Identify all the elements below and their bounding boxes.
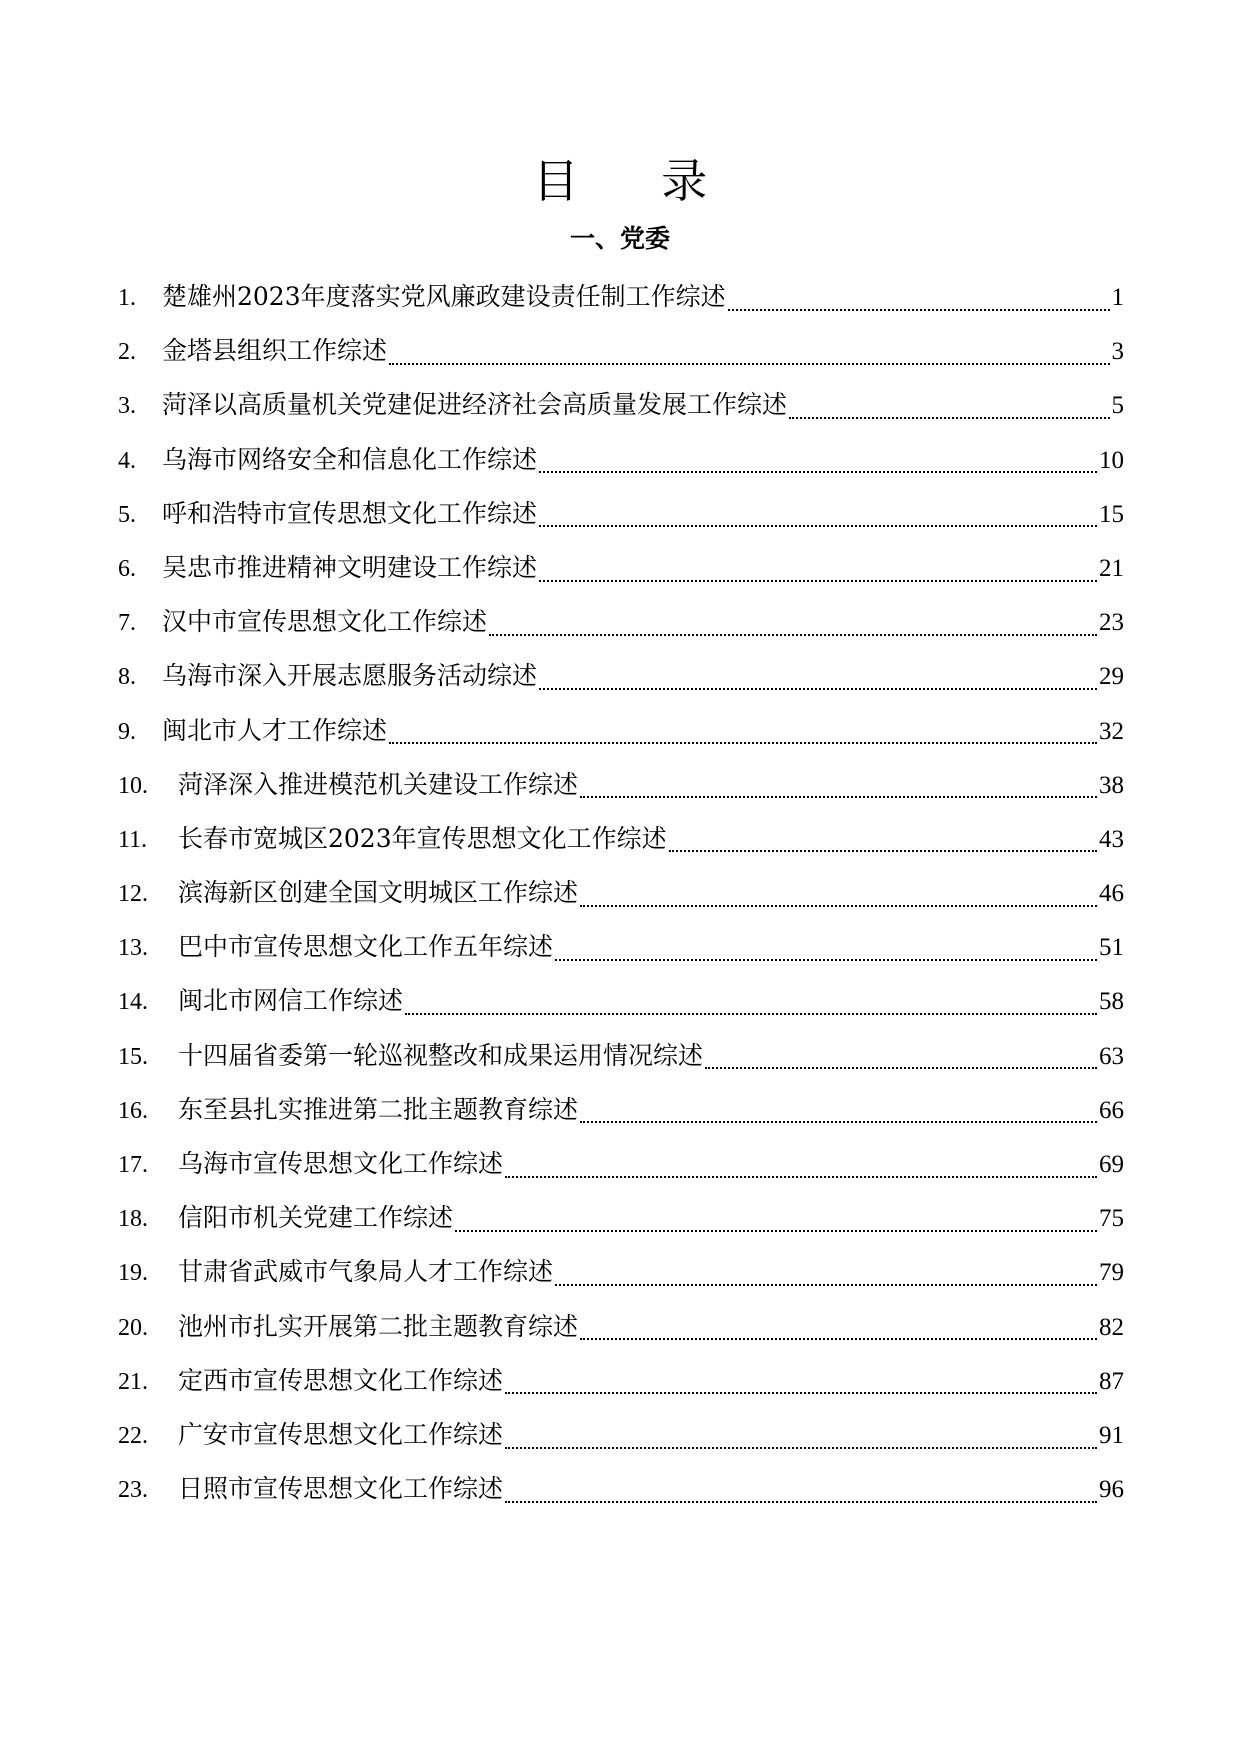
toc-entry-title: 信阳市机关党建工作综述 — [178, 1203, 454, 1233]
toc-entry-page: 1 — [1111, 284, 1124, 311]
toc-dot-leader — [489, 633, 1097, 636]
toc-entry-title: 乌海市网络安全和信息化工作综述 — [162, 444, 538, 474]
toc-dot-leader — [580, 904, 1097, 907]
toc-entry[interactable] — [118, 649, 1124, 703]
toc-entry-number: 5. — [118, 501, 136, 528]
toc-entry-page: 43 — [1099, 825, 1124, 853]
toc-entry-page: 46 — [1099, 880, 1124, 908]
table-of-contents — [118, 270, 1124, 1516]
toc-entry-page: 38 — [1099, 771, 1124, 799]
toc-dot-leader — [389, 741, 1097, 744]
toc-entry-title: 池州市扎实开展第二批主题教育综述 — [178, 1311, 579, 1341]
toc-entry-title: 十四届省委第一轮巡视整改和成果运用情况综述 — [178, 1040, 704, 1070]
toc-entry-title: 巴中市宣传思想文化工作五年综述 — [178, 932, 554, 962]
toc-dot-leader — [555, 1283, 1097, 1286]
toc-entry-number: 1. — [118, 285, 136, 311]
toc-entry[interactable] — [118, 704, 1124, 758]
toc-entry[interactable] — [118, 866, 1124, 920]
toc-entry-number: 3. — [118, 393, 136, 420]
toc-entry-number: 19. — [118, 1260, 148, 1287]
toc-entry[interactable] — [118, 1191, 1124, 1245]
toc-entry-title: 菏泽以高质量机关党建促进经济社会高质量发展工作综述 — [162, 390, 788, 420]
toc-dot-leader — [505, 1446, 1097, 1449]
toc-entry-page: 87 — [1099, 1367, 1124, 1395]
toc-entry[interactable] — [118, 1462, 1124, 1516]
toc-entry-page: 5 — [1111, 392, 1124, 420]
toc-dot-leader — [505, 1175, 1097, 1178]
toc-entry-page: 66 — [1099, 1096, 1124, 1124]
toc-entry-title: 闽北市人才工作综述 — [162, 715, 388, 745]
toc-dot-leader — [405, 1012, 1097, 1015]
toc-entry-number: 6. — [118, 555, 136, 582]
toc-dot-leader — [705, 1066, 1097, 1069]
toc-entry[interactable] — [118, 1245, 1124, 1299]
toc-entry-page: 32 — [1099, 717, 1124, 745]
toc-entry[interactable] — [118, 270, 1124, 324]
toc-entry-number: 12. — [118, 881, 148, 908]
toc-entry[interactable] — [118, 1137, 1124, 1191]
toc-entry-page: 3 — [1111, 338, 1124, 366]
toc-entry[interactable] — [118, 1300, 1124, 1354]
toc-entry[interactable] — [118, 324, 1124, 378]
toc-dot-leader — [505, 1500, 1097, 1503]
toc-entry-number: 21. — [118, 1368, 148, 1395]
toc-dot-leader — [580, 1120, 1097, 1123]
toc-entry[interactable] — [118, 595, 1124, 649]
toc-entry-page: 75 — [1099, 1205, 1124, 1233]
toc-entry-title: 日照市宣传思想文化工作综述 — [178, 1474, 504, 1504]
toc-dot-leader — [505, 1391, 1097, 1394]
toc-entry[interactable] — [118, 1029, 1124, 1083]
toc-entry-page: 23 — [1099, 609, 1124, 637]
toc-entry-page: 58 — [1099, 988, 1124, 1016]
toc-entry[interactable] — [118, 433, 1124, 487]
toc-entry-number: 7. — [118, 610, 136, 637]
toc-entry-title: 滨海新区创建全国文明城区工作综述 — [178, 878, 579, 908]
toc-entry-title: 乌海市深入开展志愿服务活动综述 — [162, 661, 538, 691]
toc-entry[interactable] — [118, 812, 1124, 866]
toc-entry-title: 长春市宽城区2023年宣传思想文化工作综述 — [178, 823, 667, 853]
toc-entry[interactable] — [118, 487, 1124, 541]
toc-entry-title: 金塔县组织工作综述 — [162, 336, 388, 366]
section-heading: 一、党委 — [569, 224, 670, 253]
toc-entry-title: 吴忠市推进精神文明建设工作综述 — [162, 552, 538, 582]
toc-entry-title: 楚雄州2023年度落实党风廉政建设责任制工作综述 — [162, 282, 726, 311]
toc-entry-number: 2. — [118, 339, 136, 366]
toc-entry-page: 15 — [1099, 500, 1124, 528]
toc-entry[interactable] — [118, 974, 1124, 1028]
toc-dot-leader — [555, 958, 1097, 961]
toc-entry-page: 82 — [1099, 1313, 1124, 1341]
toc-entry-page: 10 — [1099, 446, 1124, 474]
toc-entry-page: 51 — [1099, 934, 1124, 962]
toc-entry-number: 13. — [118, 935, 148, 962]
toc-dot-leader — [669, 849, 1097, 852]
toc-entry-number: 10. — [118, 772, 148, 799]
toc-entry[interactable] — [118, 1408, 1124, 1462]
page-title: 目 录 — [532, 153, 742, 208]
toc-entry-number: 16. — [118, 1097, 148, 1124]
toc-entry-number: 14. — [118, 989, 148, 1016]
toc-entry-title: 菏泽深入推进模范机关建设工作综述 — [178, 769, 579, 799]
toc-entry-title: 甘肃省武威市气象局人才工作综述 — [178, 1257, 554, 1287]
toc-dot-leader — [455, 1229, 1097, 1232]
toc-entry-page: 21 — [1099, 554, 1124, 582]
toc-dot-leader — [789, 416, 1109, 419]
toc-dot-leader — [728, 308, 1110, 311]
toc-entry[interactable] — [118, 758, 1124, 812]
toc-entry[interactable] — [118, 378, 1124, 432]
toc-entry-number: 17. — [118, 1152, 148, 1178]
toc-entry[interactable] — [118, 1354, 1124, 1408]
toc-entry-page: 29 — [1099, 663, 1124, 691]
toc-entry-title: 汉中市宣传思想文化工作综述 — [162, 607, 488, 637]
toc-dot-leader — [580, 795, 1097, 798]
toc-dot-leader — [539, 687, 1097, 690]
toc-entry-title: 闽北市网信工作综述 — [178, 986, 404, 1016]
toc-entry-page: 69 — [1099, 1151, 1124, 1178]
toc-entry-page: 96 — [1099, 1476, 1124, 1504]
toc-dot-leader — [580, 1337, 1097, 1340]
toc-entry-number: 11. — [118, 826, 148, 853]
toc-entry-page: 63 — [1099, 1042, 1124, 1070]
toc-entry-number: 23. — [118, 1477, 148, 1504]
toc-dot-leader — [539, 524, 1097, 527]
toc-entry-number: 20. — [118, 1314, 148, 1341]
toc-entry-page: 79 — [1099, 1259, 1124, 1287]
toc-entry-number: 4. — [118, 447, 136, 474]
toc-entry-number: 22. — [118, 1422, 148, 1449]
toc-entry-title: 广安市宣传思想文化工作综述 — [178, 1419, 504, 1449]
toc-entry[interactable] — [118, 920, 1124, 974]
toc-entry-number: 9. — [118, 718, 136, 745]
toc-entry-title: 乌海市宣传思想文化工作综述 — [178, 1149, 504, 1178]
toc-dot-leader — [539, 470, 1097, 473]
toc-dot-leader — [389, 362, 1109, 365]
toc-entry[interactable] — [118, 1083, 1124, 1137]
toc-entry-number: 15. — [118, 1043, 148, 1070]
toc-entry-number: 18. — [118, 1206, 148, 1233]
toc-entry-page: 91 — [1099, 1421, 1124, 1449]
toc-entry-title: 东至县扎实推进第二批主题教育综述 — [178, 1094, 579, 1124]
toc-entry[interactable] — [118, 541, 1124, 595]
toc-entry-number: 8. — [118, 664, 136, 691]
toc-entry-title: 呼和浩特市宣传思想文化工作综述 — [162, 498, 538, 528]
toc-entry-title: 定西市宣传思想文化工作综述 — [178, 1365, 504, 1395]
toc-dot-leader — [539, 579, 1097, 582]
